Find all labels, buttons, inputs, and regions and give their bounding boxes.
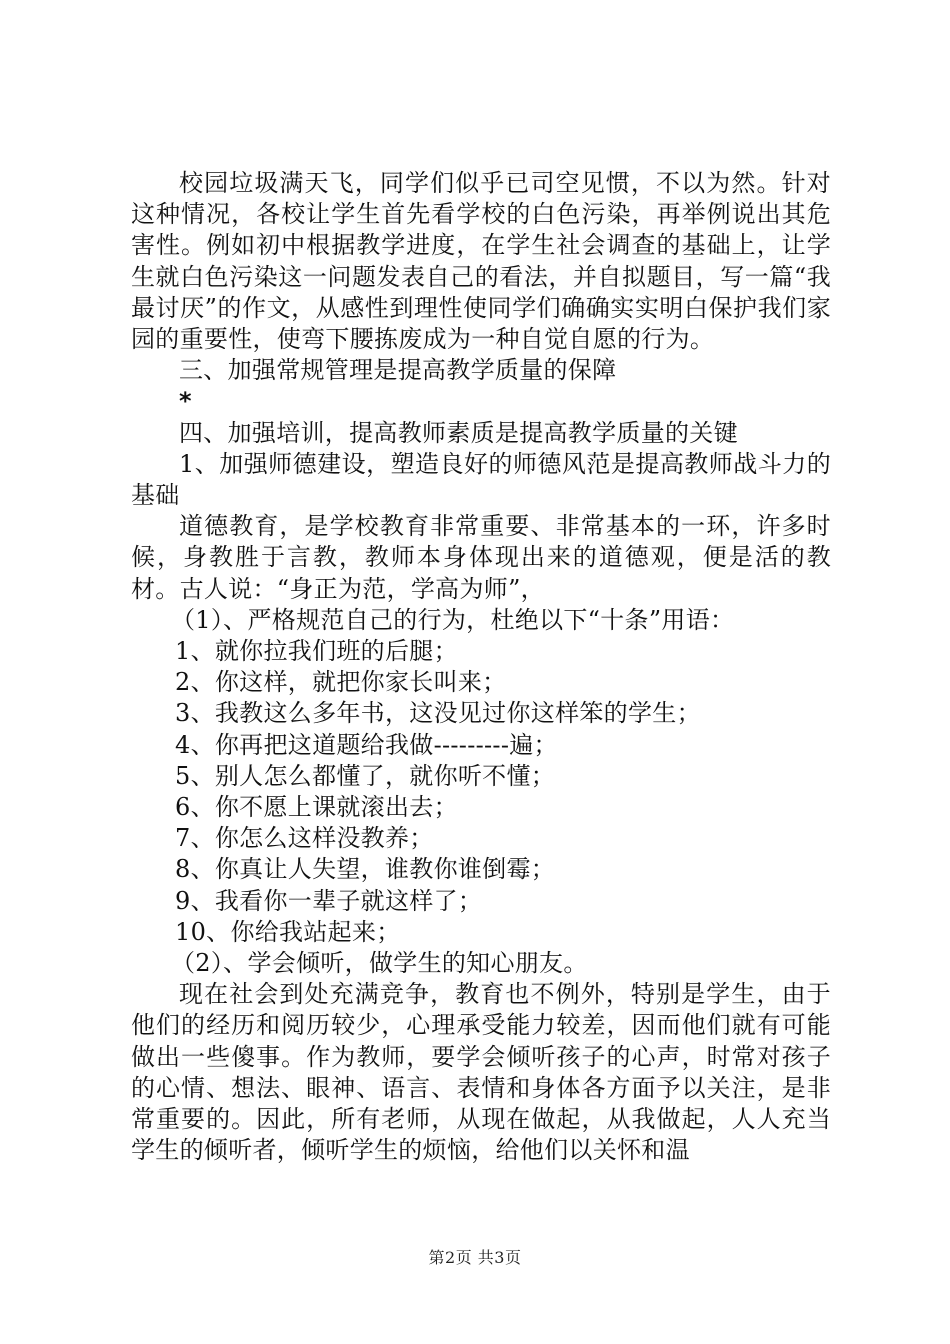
- list-item: 7、你怎么这样没教养；: [175, 824, 434, 853]
- paragraph-competition: 现在社会到处充满竞争，教育也不例外，特别是学生，由于他们的经历和阅历较少，心理承受能力较差，因而他们就有可能做出一些傻事。作为教师，要学会倾听孩子的心声，时常对孩子的心情、想法、眼神、语言、表情和身体各方面予以关注，是非常重要的。因此，所有老师，从现在做起，从我做起，人人充当学生的倾听者，倾听学生的烦恼，给他们以关怀和温: [131, 980, 831, 1165]
- paragraph-moral-education: 道德教育，是学校教育非常重要、非常基本的一环，许多时候，身教胜于言教，教师本身体现出来的道德观，便是活的教材。古人说：“身正为范，学高为师”，: [131, 512, 831, 603]
- page-number-footer: 第2页 共3页: [428, 1248, 522, 1267]
- heading-section-four: 四、加强培训，提高教师素质是提高教学质量的关键: [179, 418, 738, 447]
- subheading-listening: （2）、学会倾听，做学生的知心朋友。: [171, 949, 588, 978]
- subheading-ten-phrases: （1）、严格规范自己的行为，杜绝以下“十条”用语：: [171, 605, 735, 634]
- list-item: 3、我教这么多年书，这没见过你这样笨的学生；: [175, 699, 701, 728]
- list-item: 9、我看你一辈子就这样了；: [175, 886, 483, 915]
- list-item: 8、你真让人失望，谁教你谁倒霉；: [175, 855, 556, 884]
- asterisk-marker: *: [179, 387, 192, 416]
- list-item: 1、就你拉我们班的后腿；: [175, 637, 458, 666]
- list-item: 4、你再把这道题给我做---------遍；: [175, 730, 558, 759]
- list-item: 2、你这样，就把你家长叫来；: [175, 668, 507, 697]
- heading-subsection-one: 1、加强师德建设，塑造良好的师德风范是提高教师战斗力的基础: [131, 449, 831, 510]
- paragraph-campus-litter: 校园垃圾满天飞，同学们似乎已司空见惯，不以为然。针对这种情况，各校让学生首先看学校的白色污染，再举例说出其危害性。例如初中根据教学进度，在学生社会调查的基础上，让学生就白色污染这一问题发表自己的看法，并自拟题目，写一篇“我最讨厌”的作文，从感性到理性使同学们确确实实明白保护我们家园的重要性，使弯下腰拣废成为一种自觉自愿的行为。: [131, 169, 831, 354]
- list-item: 5、别人怎么都懂了，就你听不懂；: [175, 761, 556, 790]
- heading-section-three: 三、加强常规管理是提高教学质量的保障: [179, 356, 617, 385]
- list-item: 10、你给我站起来；: [175, 917, 401, 946]
- list-item: 6、你不愿上课就滚出去；: [175, 793, 458, 822]
- document-body: [131, 168, 831, 1167]
